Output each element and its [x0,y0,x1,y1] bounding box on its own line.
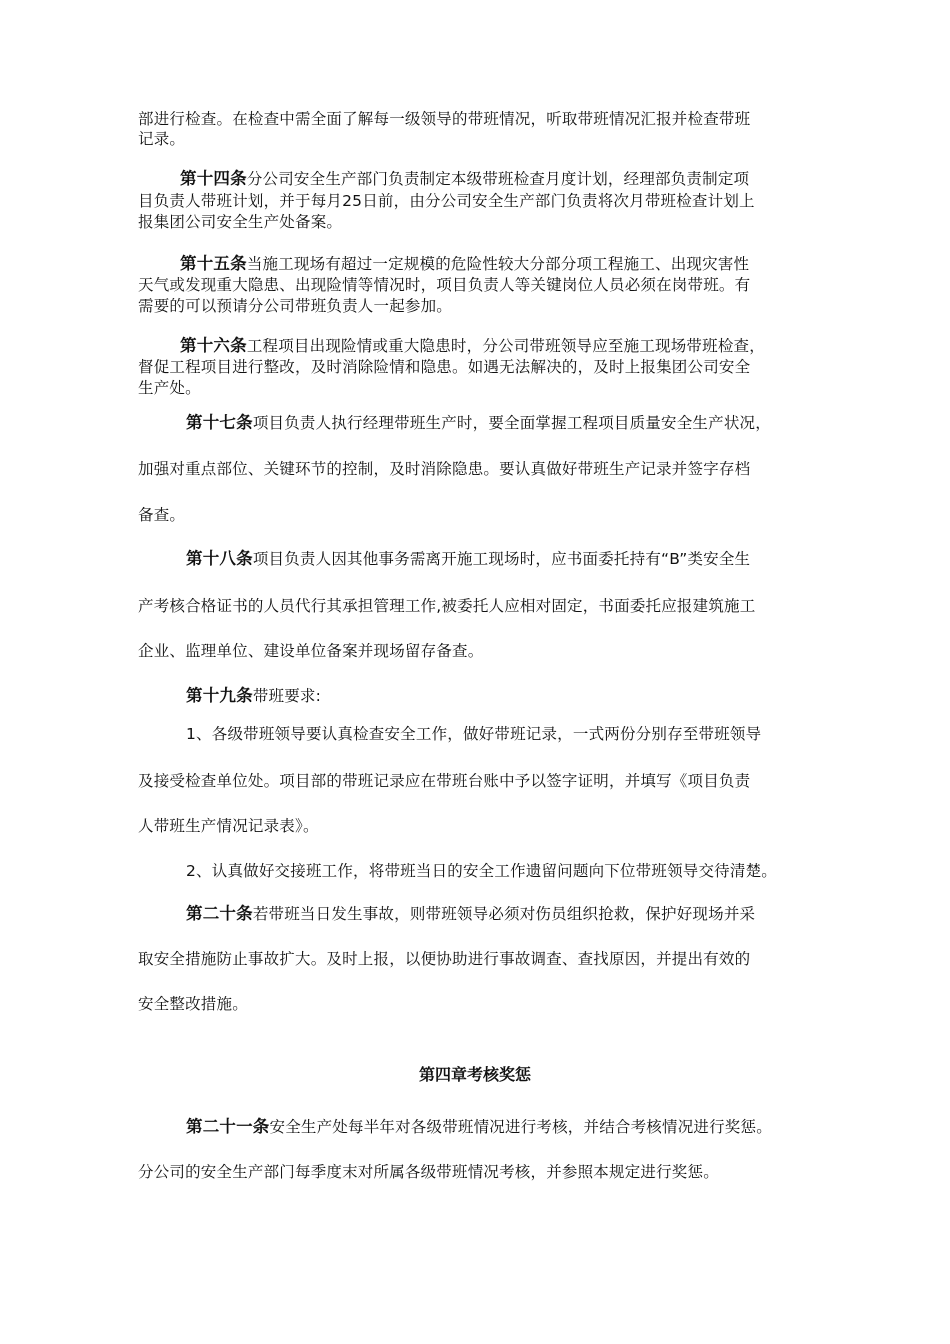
paragraph-line: 企业、监理单位、建设单位备案并现场留存备查。 [138,642,484,660]
paragraph-line: 分公司的安全生产部门每季度末对所属各级带班情况考核，并参照本规定进行奖惩。 [138,1163,719,1181]
article-17-line [186,413,771,433]
article-label: 第十四条 [180,169,247,188]
article-18-line [186,549,750,569]
article-label: 第十六条 [180,336,247,355]
paragraph-line: 安全整改措施。 [138,995,248,1013]
article-text: 工程项目出现险情或重大隐患时，分公司带班领导应至施工现场带班检查， [246,337,765,355]
article-text: 项目负责人执行经理带班生产时，要全面掌握工程项目质量安全生产状况， [252,414,771,432]
paragraph-line: 及接受检查单位处。项目部的带班记录应在带班台账中予以签字证明，并填写《项目负责 [138,772,751,790]
article-text: 带班要求: [252,687,322,705]
paragraph-line: 报集团公司安全生产处备案。 [138,213,343,231]
article-label: 第十五条 [180,254,247,273]
paragraph-line: 人带班生产情况记录表》。 [138,817,319,835]
paragraph-line: 取安全措施防止事故扩大。及时上报，以便协助进行事故调查、查找原因，并提出有效的 [138,950,751,968]
article-text: 安全生产处每半年对各级带班情况进行考核，并结合考核情况进行奖惩。 [269,1118,772,1136]
paragraph-line: 产考核合格证书的人员代行其承担管理工作,被委托人应相对固定，书面委托应报建筑施工 [138,597,756,615]
chapter-heading: 第四章考核奖惩 [418,1065,531,1084]
paragraph-line: 督促工程项目进行整改，及时消除险情和隐患。如遇无法解决的，及时上报集团公司安全 [138,358,751,376]
article-text: 项目负责人因其他事务需离开施工现场时，应书面委托持有“B”类安全生 [252,550,751,568]
article-text: 若带班当日发生事故，则带班领导必须对伤员组织抢救，保护好现场并采 [252,905,756,923]
article-21-line [186,1117,772,1137]
paragraph-line: 记录。 [138,130,186,148]
article-label: 第二十条 [186,904,253,923]
paragraph-line: 加强对重点部位、关键环节的控制，及时消除隐患。要认真做好带班生产记录并签字存档 [138,460,751,478]
article-19-line [186,686,321,706]
paragraph-line: 生产处。 [138,379,201,397]
paragraph-line: 部进行检查。在检查中需全面了解每一级领导的带班情况，听取带班情况汇报并检查带班 [138,110,751,128]
article-16-line [180,336,765,356]
article-14-line [180,169,749,189]
paragraph-line: 目负责人带班计划，并于每月25日前，由分公司安全生产部门负责将次月带班检查计划上 [138,192,755,210]
list-item-1-line: 1、各级带班领导要认真检查安全工作，做好带班记录，一式两份分别存至带班领导 [186,725,762,743]
paragraph-line: 备查。 [138,506,186,524]
paragraph-line: 天气或发现重大隐患、出现险情等情况时，项目负责人等关键岗位人员必须在岗带班。有 [138,276,751,294]
article-label: 第二十一条 [186,1117,270,1136]
article-label: 第十七条 [186,413,253,432]
article-15-line [180,254,749,274]
article-20-line [186,904,755,924]
article-text: 当施工现场有超过一定规模的危险性较大分部分项工程施工、出现灾害性 [246,255,750,273]
article-label: 第十九条 [186,686,253,705]
article-label: 第十八条 [186,549,253,568]
paragraph-line: 需要的可以预请分公司带班负责人一起参加。 [138,297,453,315]
list-item-2-line: 2、认真做好交接班工作，将带班当日的安全工作遗留问题向下位带班领导交待清楚。 [186,862,777,880]
article-text: 分公司安全生产部门负责制定本级带班检查月度计划，经理部负责制定项 [246,170,750,188]
